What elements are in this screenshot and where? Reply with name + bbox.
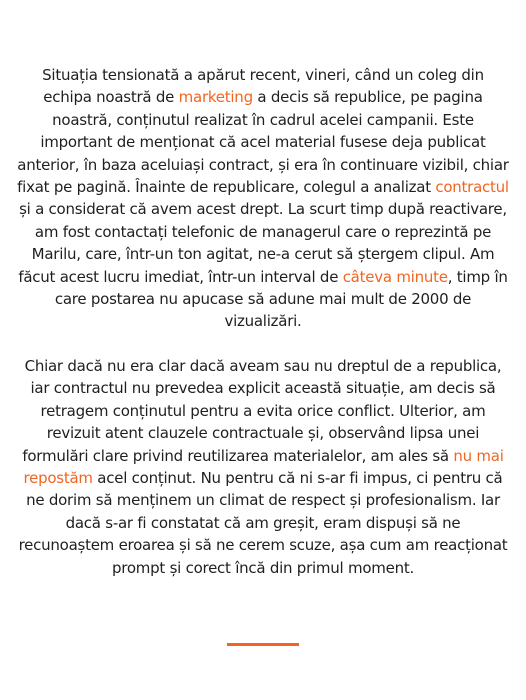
paragraph-1: [17, 64, 509, 333]
paragraph-1-text: și a considerat că avem acest drept. La scurt timp după reactivare, am fost contactați telefonic de managerul care o reprezintă pe Marilu, care, într-un ton agitat, ne-a cerut să ștergem clipul. Am făcut acest lucru imediat, într-un interval de: [18, 200, 507, 286]
paragraph-1-text: Situația tensionată a apărut recent, vineri, când un coleg din echipa noastră de: [42, 66, 484, 107]
paragraph-2-text: Chiar dacă nu era clar dacă aveam sau nu dreptul de a republica, iar contractul nu prevedea explicit această situație, am decis să retragem conținutul pentru a evita orice conflict. Ulterior, am revizuit atent clauzele contractuale și, observând lipsa unei formulări clare privind reutilizarea materialelor, am ales să: [22, 356, 502, 465]
highlight-contractul: contractul: [435, 178, 509, 197]
highlight-nu-mai-repostam: nu mai repostăm: [23, 446, 504, 487]
accent-divider: [227, 643, 299, 646]
paragraph-2-text: acel conținut. Nu pentru că ni s-ar fi impus, ci pentru că ne dorim să menținem un climat de respect și profesionalism. Iar dacă s-ar fi constatat că am greșit, eram dispuși să ne recunoaștem eroarea și să ne cerem scuze, așa cum am reacționat prompt și corect încă din primul moment.: [18, 468, 508, 577]
article-body: [0, 64, 526, 579]
paragraph-1-text: a decis să republice, pe pagina noastră, conținutul realizat în cadrul acelei campanii. Este important de menționat că acel material fusese deja publicat anterior, în baza aceluiași contract, și era în continuare vizibil, chiar fixat pe pagină. Înainte de republicare, colegul a analizat: [17, 88, 509, 197]
highlight-marketing: marketing: [178, 88, 253, 107]
paragraph-1-text: , timp în care postarea nu apucase să adune mai mult de 2000 de vizualizări.: [54, 267, 508, 331]
paragraph-2: [17, 355, 509, 579]
highlight-cateva-minute: câteva minute: [342, 267, 448, 286]
